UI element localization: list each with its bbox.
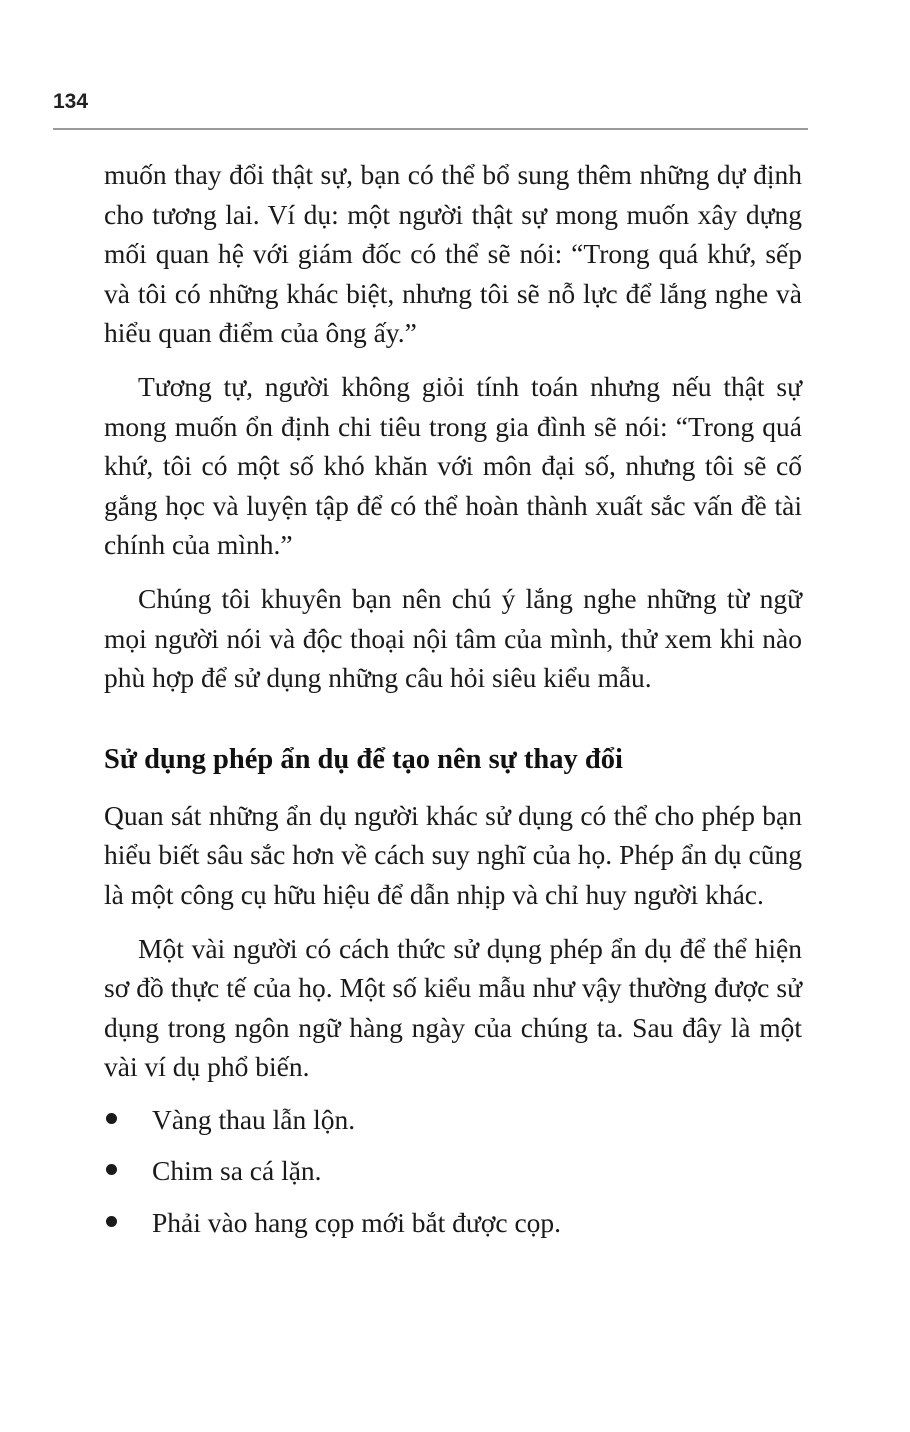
list-item-text: Phải vào hang cọp mới bắt được cọp. [152,1207,562,1239]
paragraph-advice: Chúng tôi khuyên bạn nên chú ý lắng nghe những từ ngữ mọi người nói và độc thoại nội tâm của mình, thử xem khi nào phù hợp để sử dụng những câu hỏi siêu kiểu mẫu. [104,582,802,694]
list-item [104,1151,802,1191]
bullet-icon [106,1113,117,1124]
list-item [104,1100,802,1140]
page-body [104,155,802,1255]
paragraph-metaphor-examples: Một vài người có cách thức sử dụng phép ẩn dụ để thể hiện sơ đồ thực tế của họ. Một số kiểu mẫu như vậy thường được sử dụng trong ngôn ngữ hàng ngày của chúng ta. Sau đây là một vài ví dụ phổ biến. [104,932,802,1083]
list-item-text: Vàng thau lẫn lộn. [152,1103,356,1135]
bullet-icon [106,1164,117,1175]
paragraph-continuation: muốn thay đổi thật sự, bạn có thể bổ sung thêm những dự định cho tương lai. Ví dụ: một người thật sự mong muốn xây dựng mối quan hệ với giám đốc có thể sẽ nói: “Trong quá khứ, sếp và tôi có những khác biệt, nhưng tôi sẽ nỗ lực để lắng nghe và hiểu quan điểm của ông ấy.” [104,159,802,349]
page-number: 134 [53,90,89,113]
example-list [104,1100,802,1243]
bullet-icon [106,1216,117,1227]
page-header [53,86,808,130]
paragraph-metaphor-intro: Quan sát những ẩn dụ người khác sử dụng có thể cho phép bạn hiểu biết sâu sắc hơn về cách suy nghĩ của họ. Phép ẩn dụ cũng là một công cụ hữu hiệu để dẫn nhịp và chỉ huy người khác. [104,799,802,910]
section-heading: Sử dụng phép ẩn dụ để tạo nên sự thay đổi [104,743,623,775]
list-item-text: Chim sa cá lặn. [152,1155,322,1187]
list-item [104,1203,802,1243]
paragraph-math-example: Tương tự, người không giỏi tính toán nhưng nếu thật sự mong muốn ổn định chi tiêu trong gia đình sẽ nói: “Trong quá khứ, tôi có một số khó khăn với môn đại số, nhưng tôi sẽ cố gắng học và luyện tập để có thể hoàn thành xuất sắc vấn đề tài chính của mình.” [104,370,802,561]
